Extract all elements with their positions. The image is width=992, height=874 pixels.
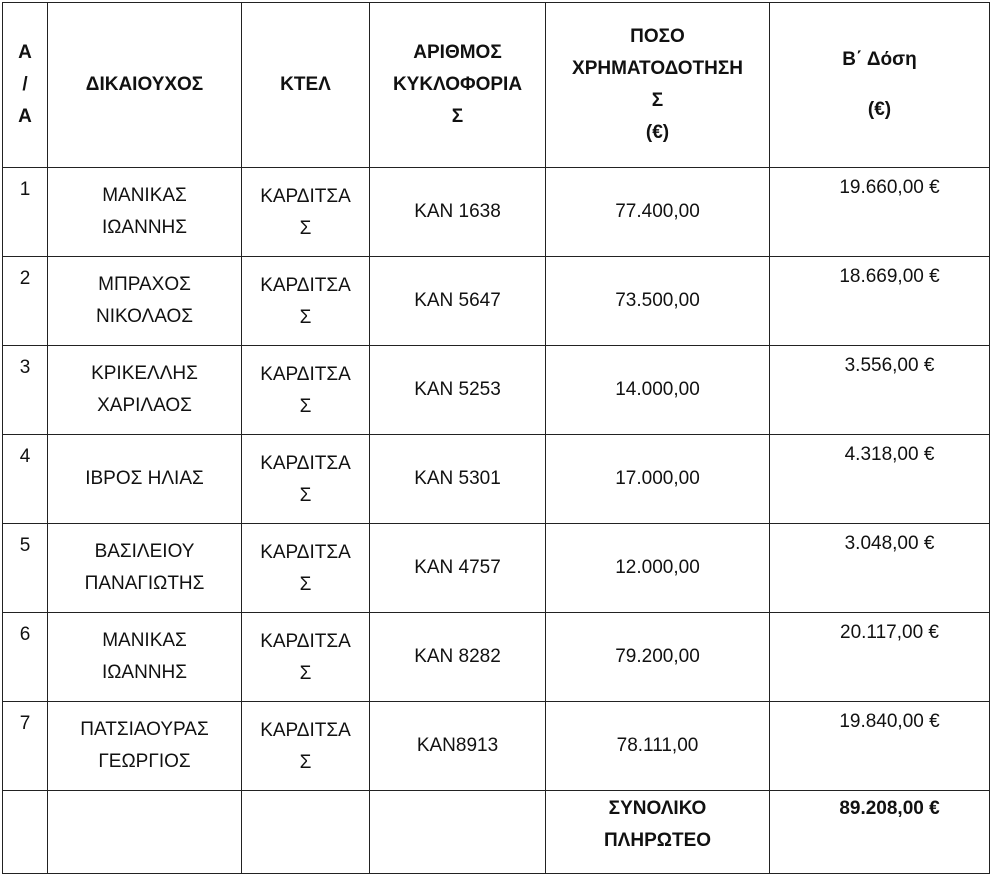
empty-cell [242,791,370,874]
table-row [3,257,990,346]
beneficiary-cell: ΙΒΡΟΣ ΗΛΙΑΣ [48,435,242,524]
beneficiary-cell: ΠΑΤΣΙΑΟΥΡΑΣ ΓΕΩΡΓΙΟΣ [48,702,242,791]
dose-cell: 20.117,00 € [770,613,990,702]
header-beneficiary: ΔΙΚΑΙΟΥΧΟΣ [48,3,242,168]
total-value: 89.208,00 € [770,791,990,874]
row-number: 4 [3,435,48,524]
amount-cell: 79.200,00 [546,613,770,702]
total-row [3,791,990,874]
ktel-cell: ΚΑΡΔΙΤΣΑ Σ [242,435,370,524]
beneficiary-cell: ΜΠΡΑΧΟΣ ΝΙΚΟΛΑΟΣ [48,257,242,346]
row-number: 3 [3,346,48,435]
dose-cell: 4.318,00 € [770,435,990,524]
amount-cell: 12.000,00 [546,524,770,613]
total-label: ΣΥΝΟΛΙΚΟ ΠΛΗΡΩΤΕΟ [546,791,770,874]
dose-cell: 18.669,00 € [770,257,990,346]
plate-cell: ΚΑΝ 1638 [370,168,546,257]
header-ktel: ΚΤΕΛ [242,3,370,168]
plate-cell: ΚΑΝ8913 [370,702,546,791]
beneficiary-cell: ΒΑΣΙΛΕΙΟΥ ΠΑΝΑΓΙΩΤΗΣ [48,524,242,613]
ktel-cell: ΚΑΡΔΙΤΣΑ Σ [242,257,370,346]
ktel-cell: ΚΑΡΔΙΤΣΑ Σ [242,346,370,435]
amount-cell: 77.400,00 [546,168,770,257]
table-row [3,346,990,435]
row-number: 5 [3,524,48,613]
plate-cell: ΚΑΝ 5647 [370,257,546,346]
amount-cell: 78.111,00 [546,702,770,791]
table-row [3,524,990,613]
row-number: 7 [3,702,48,791]
amount-cell: 17.000,00 [546,435,770,524]
ktel-cell: ΚΑΡΔΙΤΣΑ Σ [242,524,370,613]
payments-table [2,2,990,874]
row-number: 1 [3,168,48,257]
row-number: 2 [3,257,48,346]
dose-cell: 3.048,00 € [770,524,990,613]
header-amount: ΠΟΣΟ ΧΡΗΜΑΤΟΔΟΤΗΣΗ Σ (€) [546,3,770,168]
table-row [3,435,990,524]
dose-cell: 19.660,00 € [770,168,990,257]
beneficiary-cell: ΜΑΝΙΚΑΣ ΙΩΑΝΝΗΣ [48,613,242,702]
empty-cell [48,791,242,874]
dose-cell: 3.556,00 € [770,346,990,435]
dose-cell: 19.840,00 € [770,702,990,791]
header-plate: ΑΡΙΘΜΟΣ ΚΥΚΛΟΦΟΡΙΑ Σ [370,3,546,168]
header-aa: Α / Α [3,3,48,168]
header-dose: Β΄ Δόση (€) [770,3,990,168]
amount-cell: 73.500,00 [546,257,770,346]
ktel-cell: ΚΑΡΔΙΤΣΑ Σ [242,168,370,257]
plate-cell: ΚΑΝ 5253 [370,346,546,435]
beneficiary-cell: ΜΑΝΙΚΑΣ ΙΩΑΝΝΗΣ [48,168,242,257]
plate-cell: ΚΑΝ 4757 [370,524,546,613]
amount-cell: 14.000,00 [546,346,770,435]
empty-cell [370,791,546,874]
ktel-cell: ΚΑΡΔΙΤΣΑ Σ [242,702,370,791]
table-row [3,702,990,791]
plate-cell: ΚΑΝ 8282 [370,613,546,702]
table-row [3,168,990,257]
table-header-row [3,3,990,168]
beneficiary-cell: ΚΡΙΚΕΛΛΗΣ ΧΑΡΙΛΑΟΣ [48,346,242,435]
table-row [3,613,990,702]
row-number: 6 [3,613,48,702]
ktel-cell: ΚΑΡΔΙΤΣΑ Σ [242,613,370,702]
empty-cell [3,791,48,874]
plate-cell: ΚΑΝ 5301 [370,435,546,524]
